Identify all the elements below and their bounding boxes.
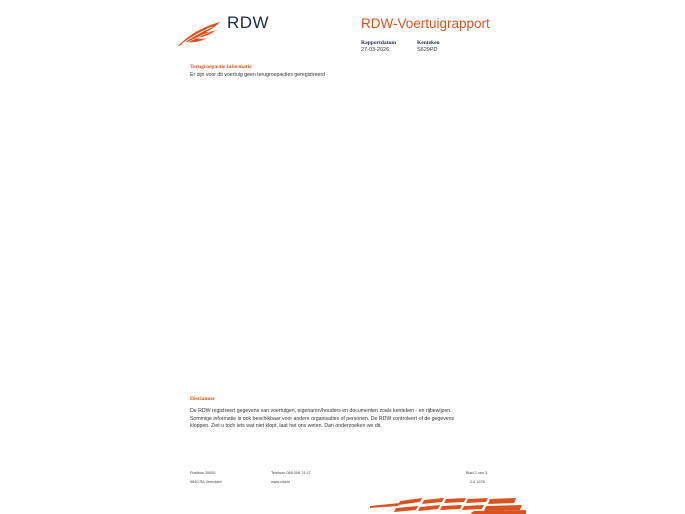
logo-text: RDW [227,13,270,32]
footer-address: 9640 RA Veendam [190,480,222,484]
rdw-stripes-icon [370,497,526,514]
disclaimer-line-3: kloppen. Ziet u toch iets wat niet klopt, laat het ons weten. Dan onderzoeken we dit. [190,423,382,430]
footer-page-number: Blad 2 van 3 [466,471,488,475]
report-title: RDW-Voertuigrapport [361,16,490,31]
footer-code: 2.6 1678 [470,480,485,484]
footer-postbus: Postbus 30000 [190,471,216,475]
footer-phone: Telefoon 088 008 74 47 [271,471,311,475]
report-date-label: Rapportdatum [361,40,397,46]
report-date-value: 27-03-2026 [361,47,390,53]
footer-website[interactable]: www.rdw.nl [271,480,290,484]
plate-block [417,40,440,54]
plate-label: Kenteken [417,40,440,46]
report-date-block [361,40,396,54]
disclaimer-line-1: De RDW registreert gegevens van voertuigen, eigenaren/houders en documenten zoals kenteken - en rijbewijzen. [190,408,452,414]
disclaimer-line-2: Sommige informatie is ook beschikbaar voor andere organisaties of personen. De RDW controleert of de gegevens [190,415,455,422]
recall-text: Er zijn voor dit voertuig geen terugroepacties geregistreerd [190,72,325,78]
recall-heading: Terugroepactie informatie [190,64,252,70]
disclaimer-heading: Disclaimer [190,396,216,402]
rdw-logo-icon [176,20,222,48]
plate-value: S629PD [417,47,438,53]
disclaimer-body [190,408,454,431]
